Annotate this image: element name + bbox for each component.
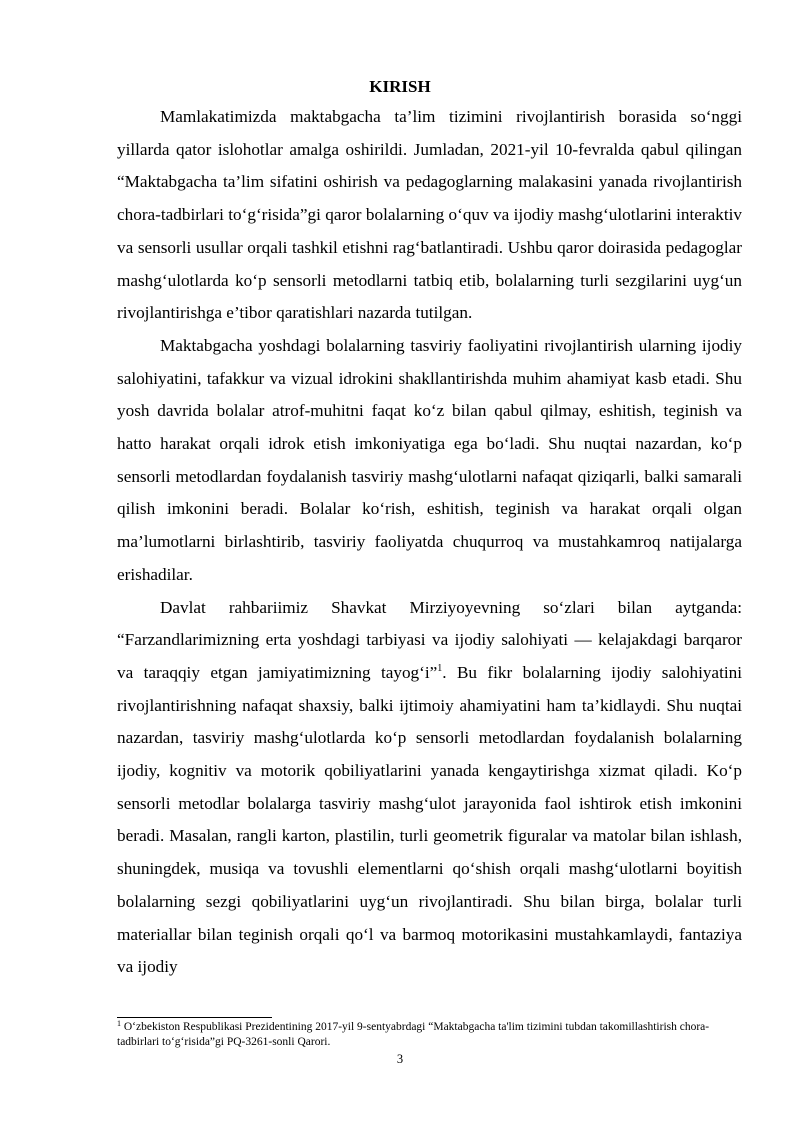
footnote-reference[interactable]: 1 <box>437 662 443 674</box>
paragraph-3 <box>117 592 742 984</box>
body-text <box>117 101 742 984</box>
footnote-text: O‘zbekiston Respublikasi Prezidentining 2017-yil 9-sentyabrdagi “Maktabgacha ta'lim tizimini tubdan takomillashtirish chora-tadbirlari to‘g‘risida”gi PQ-3261-sonli Qarori. <box>117 1021 710 1048</box>
paragraph-2: Maktabgacha yoshdagi bolalarning tasviriy faoliyatini rivojlantirish ularning ijodiy salohiyatini, tafakkur va vizual idrokini shakllantirishda muhim ahamiyat kasb etadi. Shu yosh davrida bolalar atrof-muhitni faqat ko‘z bilan qabul qilmay, eshitish, teginish va hatto harakat orqali idrok etish imkoniyatiga ega bo‘ladi. Shu nuqtai nazardan, ko‘p sensorli metodlardan foydalanish tasviriy mashg‘ulotlarni nafaqat qiziqarli, balki samarali qilish imkonini beradi. Bolalar ko‘rish, eshitish, teginish va harakat orqali olgan ma’lumotlarni birlashtirib, tasviriy faoliyatda chuqurroq va mustahkamroq natijalarga erishadilar. <box>117 335 742 584</box>
footnote-number: 1 <box>117 1019 121 1028</box>
footnote <box>117 1020 717 1050</box>
paragraph-3-quote: Davlat rahbariimiz Shavkat Mirziyoyevning so‘zlari bilan aytganda: “Farzandlarimizning erta yoshdagi tarbiyasi va ijodiy salohiyati — kelajakdagi barqaror va taraqqiy etgan jamiyatimizning tayog‘i” <box>117 597 742 682</box>
section-heading: KIRISH <box>369 77 431 96</box>
footnote-separator <box>117 1017 272 1018</box>
paragraph-1: Mamlakatimizda maktabgacha ta’lim tizimini rivojlantirish borasida so‘nggi yillarda qator islohotlar amalga oshirildi. Jumladan, 2021-yil 10-fevralda qabul qilingan “Maktabgacha ta’lim sifatini oshirish va pedagoglarning malakasini yanada rivojlantirish chora-tadbirlari to‘g‘risida”gi qaror bolalarning o‘quv va ijodiy mashg‘ulotlarini interaktiv va sensorli usullar orqali tashkil etishni rag‘batlantiradi. Ushbu qaror doirasida pedagoglar mashg‘ulotlarda ko‘p sensorli metodlarni tatbiq etib, bolalarning turli sezgilarini uyg‘un rivojlantirishga e’tibor qaratishlari nazarda tutilgan. <box>117 107 742 323</box>
paragraph-3-continuation: . Bu fikr bolalarning ijodiy salohiyatini rivojlantirishning nafaqat shaxsiy, balki ijtimoiy ahamiyatini ham ta’kidlaydi. Shu nuqtai nazardan, tasviriy mashg‘ulotlarda ko‘p sensorli metodlardan foydalanish bolalarning ijodiy, kognitiv va motorik qobiliyatlarini yanada kengaytirishga xizmat qiladi. Ko‘p sensorli metodlar bolalarga tasviriy mashg‘ulot jarayonida faol ishtirok etish imkonini beradi. Masalan, rangli karton, plastilin, turli geometrik figuralar va matolar bilan ishlash, shuningdek, musiqa va tovushli elementlarni qo‘shish orqali mashg‘ulotlarni boyitish bolalarning sezgi qobiliyatlarini uyg‘un rivojlantiradi. Shu bilan birga, bolalar turli materiallar bilan teginish orqali qo‘l va barmoq motorikasini mustahkamlaydi, fantaziya va ijodiy <box>117 662 742 977</box>
page-number: 3 <box>396 1052 404 1066</box>
